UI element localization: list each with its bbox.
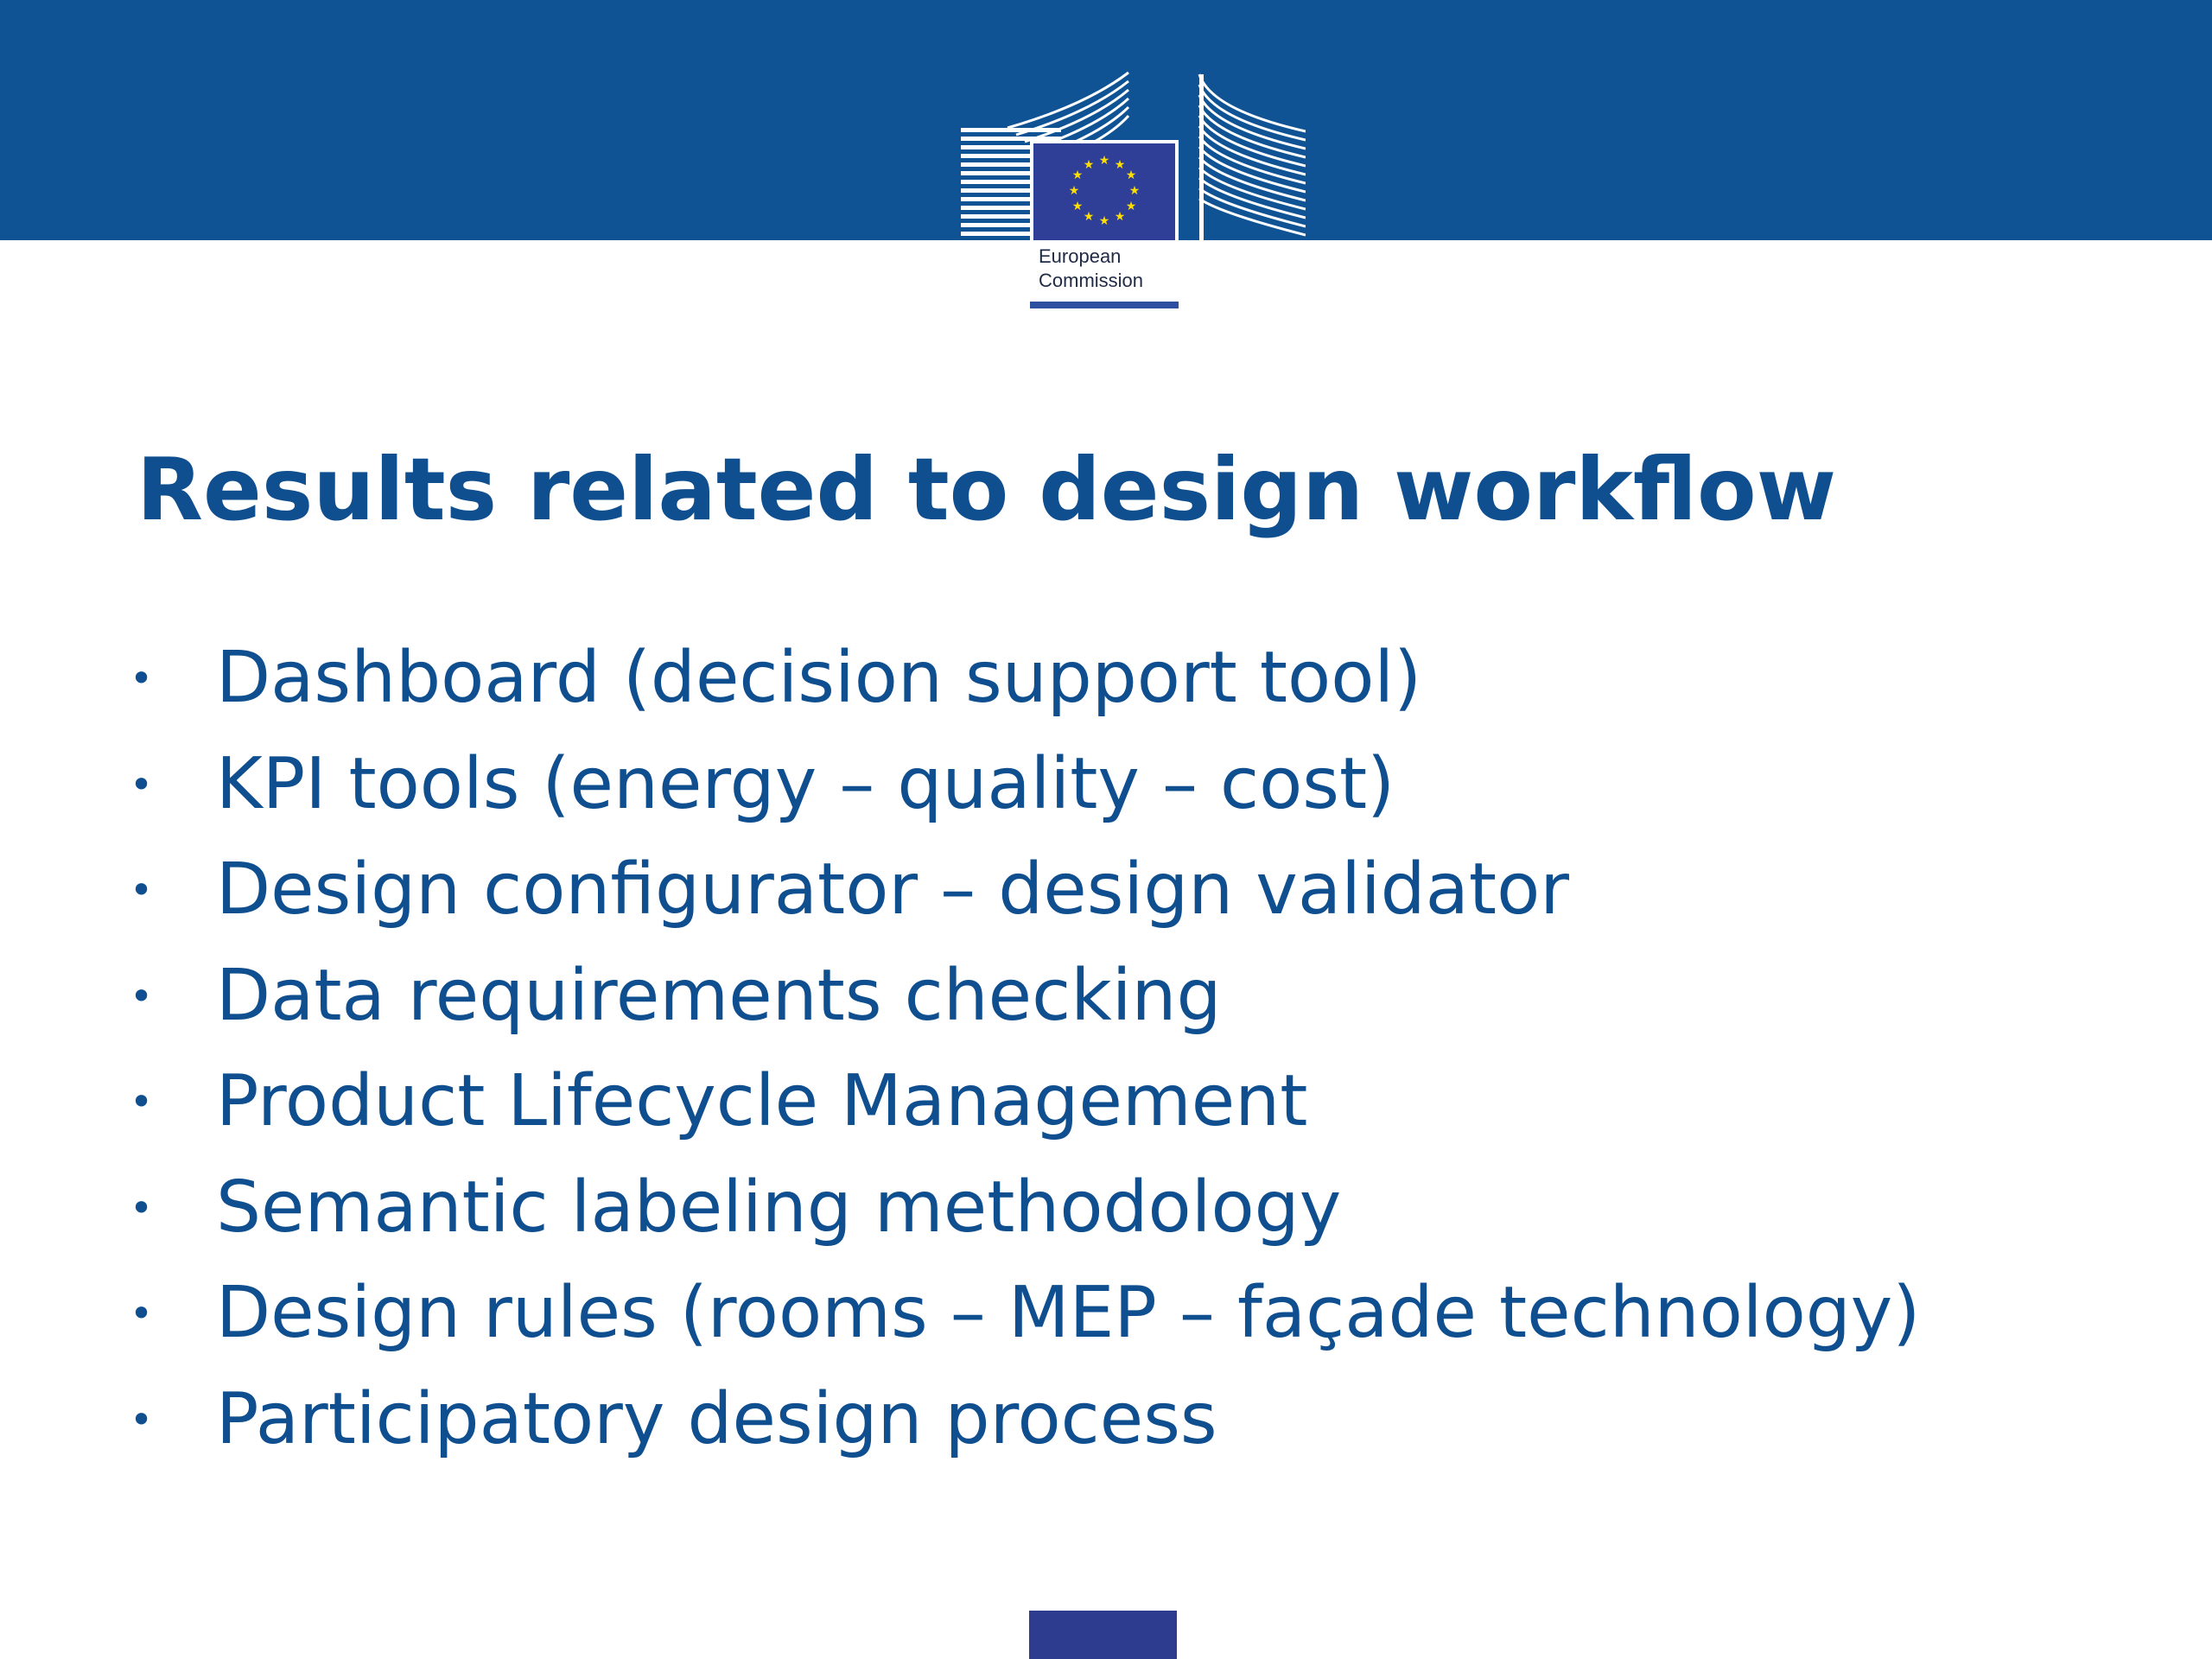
list-item-text: KPI tools (energy – quality – cost) [216, 742, 1395, 825]
logo-line-2: Commission [1039, 270, 1144, 291]
svg-text:★: ★ [1114, 158, 1126, 172]
bullet-icon: • [130, 760, 154, 808]
list-item-text: Semantic labeling methodology [216, 1166, 1342, 1249]
bullet-icon: • [130, 867, 154, 913]
list-item-text: Participatory design process [216, 1377, 1217, 1460]
bullet-icon: • [130, 1184, 154, 1231]
list-item-text: Dashboard (decision support tool) [216, 637, 1422, 719]
list-item-text: Design configurator – design validator [216, 849, 1569, 931]
svg-text:★: ★ [1083, 158, 1095, 172]
svg-text:★: ★ [1125, 168, 1137, 182]
bullet-icon: • [130, 1290, 154, 1337]
svg-text:★: ★ [1083, 210, 1095, 224]
svg-text:★: ★ [1068, 184, 1080, 198]
svg-text:★: ★ [1128, 184, 1141, 198]
footer-tab [1029, 1611, 1177, 1659]
bullet-icon: • [130, 1395, 154, 1443]
bullet-icon: • [130, 972, 154, 1020]
logo-wordmark [1039, 245, 1143, 293]
logo-underline [1030, 302, 1179, 308]
slide-title: Results related to design workflow [137, 439, 1837, 540]
list-item-text: Data requirements checking [216, 954, 1222, 1037]
svg-text:★: ★ [1098, 154, 1110, 168]
svg-text:★: ★ [1125, 200, 1137, 213]
logo-line-1: European [1039, 245, 1122, 267]
list-item-text: Design rules (rooms – MEP – façade technology) [216, 1272, 1921, 1354]
svg-text:★: ★ [1114, 210, 1126, 224]
bullet-icon: • [130, 655, 154, 702]
bullet-icon: • [130, 1078, 154, 1125]
svg-text:★: ★ [1071, 200, 1084, 213]
list-item-text: Product Lifecycle Management [216, 1060, 1308, 1142]
svg-text:★: ★ [1098, 214, 1110, 228]
svg-text:★: ★ [1071, 168, 1084, 182]
